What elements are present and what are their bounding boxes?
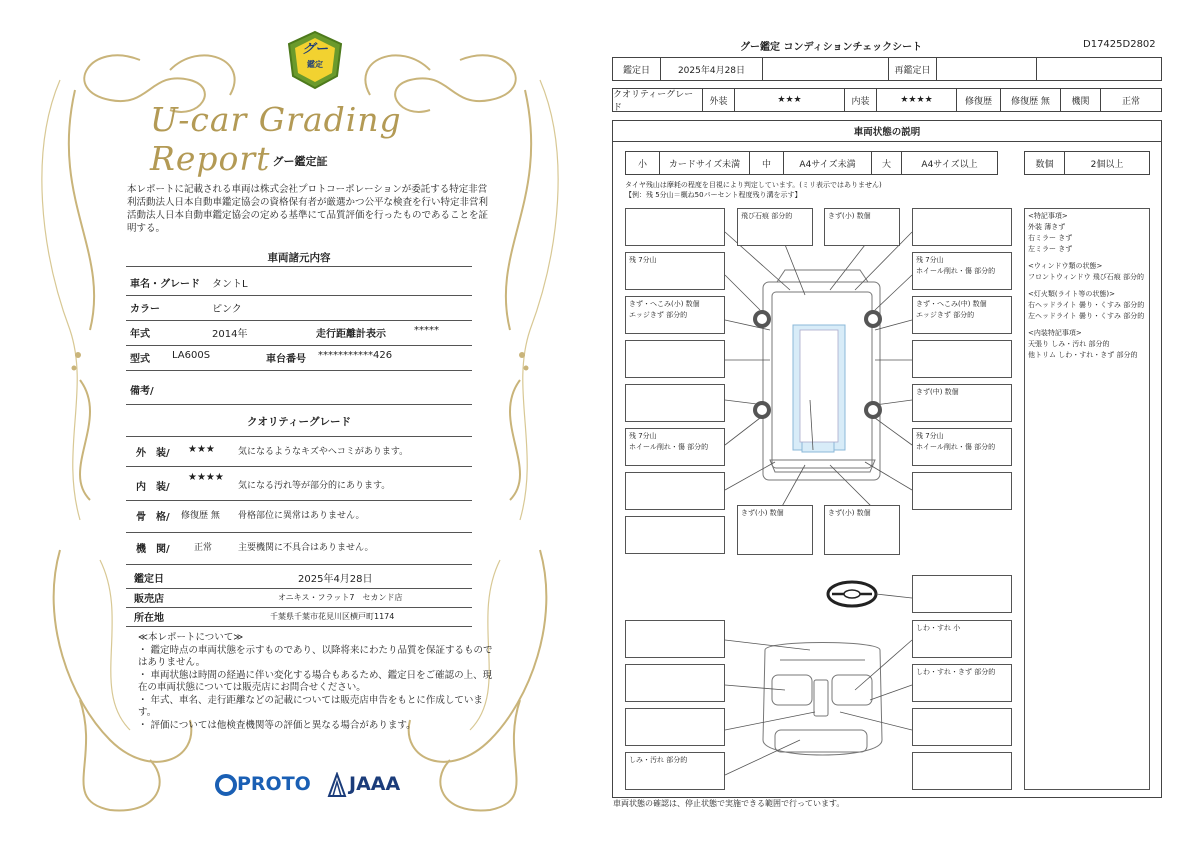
engine-value: 正常 [1121,96,1140,107]
exterior-label: 外 装/ [136,448,170,459]
note-box [912,340,1012,378]
row-year [126,325,472,346]
special-line: <灯火類(ライト等の状態)> [1028,290,1115,298]
doc-id: D17425D2802 [1083,39,1156,50]
address-label: 所在地 [134,613,164,624]
tire-front-left-icon [753,310,771,328]
note-left-tire-front [625,252,725,290]
legend-m-desc: A4サイズ未満 [784,152,872,174]
note-box [625,472,725,510]
row-interior [126,472,472,501]
proto-logo-icon [215,774,237,796]
legend-l-desc: A4サイズ以上 [921,159,978,170]
address-value: 千葉県千葉市花見川区横戸町1174 [270,612,395,621]
note-interior-1 [912,620,1012,658]
int-label: 内装 [845,89,877,111]
engine-value: 正常 [194,543,213,553]
frame-text: 骨格部位に異常はありません。 [238,511,365,521]
date-label: 鑑定日 [613,58,661,80]
note-box [912,208,1012,246]
repair-label: 修復歴 [957,89,1001,111]
legend-s-desc: カードサイズ未満 [660,152,750,174]
note-box [625,708,725,746]
special-line: <特記事項> [1028,212,1068,220]
certificate-title: グー鑑定証 [272,155,328,168]
proto-logo-text: PROTO [237,773,311,795]
special-line: 右ヘッドライト 曇り・くすみ 部分的 [1028,301,1145,309]
note-right-tire-rear [912,428,1012,466]
note-text: きず・へこみ(小) 数個 [629,300,700,308]
mileage-label: 走行距離計表示 [316,329,386,340]
special-notes [1024,208,1150,790]
date-label: 鑑定日 [134,574,164,585]
special-line: 他トリム しわ・すれ・きず 部分的 [1028,351,1138,359]
row-date [126,570,472,589]
note-text: きず(小) 数個 [828,509,871,517]
interior-text: 気になる汚れ等が部分的にあります。 [238,481,391,491]
note-box [912,752,1012,790]
dealer-value: オニキス・フラット7 セカンド店 [278,593,403,602]
special-line: <ウィンドウ類の状態> [1028,262,1103,270]
quality-title-line [126,410,472,437]
engine-text: 主要機関に不具合はありません。 [238,543,374,553]
dealer-label: 販売店 [134,594,164,605]
note-text: 飛び石痕 部分的 [741,212,793,220]
quality-title: クオリティーグレード [247,416,351,428]
note-bottom-center-right [824,505,900,555]
tire-rear-right-icon [864,401,882,419]
tire-note-1: タイヤ残山は摩耗の程度を目視により判定しています。(ミリ表示ではありません) [625,181,882,189]
row-frame [126,508,472,533]
note-bottom-center-left [737,505,813,555]
jaaa-logo-icon [327,772,347,798]
date-value: 2025年4月28日 [661,58,763,80]
exterior-text: 気になるようなキズやヘコミがあります。 [238,447,409,457]
car-name-label: 車名・グレード [130,279,200,290]
ext-label: 外装 [703,89,735,111]
steering-wheel-icon [828,582,876,606]
special-line: 天張り しみ・汚れ 部分的 [1028,340,1110,348]
note-box [912,472,1012,510]
spec-title: 車両諸元内容 [267,252,331,264]
redate-label: 再鑑定日 [889,58,937,80]
repair-value: 修復歴 無 [1001,89,1061,111]
note-text: ホイール削れ・傷 部分的 [916,443,996,451]
frame-value: 修復歴 無 [181,511,220,521]
year-label: 年式 [130,329,150,340]
note-text: 残 7分山 [916,432,944,440]
note-text: ホイール削れ・傷 部分的 [916,267,996,275]
chassis-label: 車台番号 [266,354,306,365]
logos [215,770,415,800]
about-item: ・ 年式、車名、走行距離などの記載については販売店申告をもとに作成しています。 [138,694,483,718]
condition-check-sheet [600,0,1200,848]
note-text: きず(小) 数個 [741,509,784,517]
note-text: しわ・すれ 小 [916,624,961,632]
special-line: 左ミラー きず [1028,245,1073,253]
note-right-tire-front [912,252,1012,290]
about-item: ・ 評価については他検査機関等の評価と異なる場合があります。 [138,719,416,731]
row-exterior [126,444,472,467]
row-model [126,350,472,371]
note-box [625,620,725,658]
note-box [625,340,725,378]
row-dealer [126,590,472,608]
row-remarks [126,378,472,405]
int-stars: ★★★★ [877,89,957,111]
exterior-stars: ★★★ [188,444,215,455]
tire-note-2: 【例：残 5分山＝概ね50パーセント程度残り溝を示す】 [625,191,802,199]
status-title: 車両状態の説明 [612,120,1162,142]
date-value: 2025年4月28日 [298,574,373,585]
legend-m: 中 [750,152,784,174]
remarks-label: 備考/ [130,386,154,397]
divider [126,266,472,267]
note-box [912,708,1012,746]
car-name-value: タントL [212,279,248,290]
note-text: しわ・すれ・きず 部分的 [916,668,996,676]
row-engine [126,540,472,565]
interior-stars: ★★★★ [188,472,224,483]
model-value: LA600S [172,350,211,361]
chassis-value: ***********426 [318,350,393,361]
note-box [625,516,725,554]
note-text: きず(小) 数個 [828,212,871,220]
about-item: ・ 車両状態は時間の経過に伴い変化する場合もあるため、鑑定日をご確認の上、現在の車両状態については販売店にお問合せください。 [138,669,493,693]
note-left-tire-rear [625,428,725,466]
note-text: きず(中) 数個 [916,388,959,396]
count-value: 2個以上 [1090,159,1124,170]
sheet-title: グー鑑定 コンディションチェックシート [740,42,923,53]
note-box [912,575,1012,613]
note-text: エッジきず 部分的 [629,311,688,319]
note-box [625,208,725,246]
engine-label: 機 関/ [136,544,170,555]
note-right-mid [912,384,1012,422]
row-color [126,300,472,321]
note-text: 残 7分山 [916,256,944,264]
note-interior-3 [625,752,725,790]
special-line: 右ミラー きず [1028,234,1073,242]
special-line: <内装特記事項> [1028,329,1082,337]
note-text: 残 7分山 [629,432,657,440]
note-interior-2 [912,664,1012,702]
legend-l: 大 [872,152,902,174]
note-text: きず・へこみ(中) 数個 [916,300,987,308]
sheet-footer: 車両状態の確認は、停止状態で実施できる範囲で行っています。 [613,799,845,808]
note-box [625,384,725,422]
about-report [138,632,498,732]
color-value: ピンク [212,304,242,315]
note-text: 残 7分山 [629,256,657,264]
frame-label: 骨 格/ [136,512,170,523]
note-box [625,664,725,702]
engine-label: 機関 [1061,89,1101,111]
special-line: 外装 薄きず [1028,223,1066,231]
note-top-center-right [824,208,900,246]
script-title: U-car Grading Report [150,100,402,178]
row-car-name [126,275,472,296]
note-text: エッジきず 部分的 [916,311,975,319]
tire-front-right-icon [864,310,882,328]
note-top-center-left [737,208,813,246]
about-title: ≪本レポートについて≫ [138,632,244,643]
grade-label: クオリティーグレード [613,89,703,111]
about-item: ・ 鑑定時点の車両状態を示すものであり、以降将来にわたり品質を保証するものではありません。 [138,644,493,668]
special-line: 左ヘッドライト 曇り・くすみ 部分的 [1028,312,1145,320]
note-text: しみ・汚れ 部分的 [629,756,688,764]
count-label: 数個 [1025,152,1065,174]
row-address [126,609,472,627]
model-label: 型式 [130,354,150,365]
jaaa-logo-text: JAAA [349,773,401,795]
mileage-value: ***** [414,325,439,336]
legend-s: 小 [626,152,660,174]
note-left-side [625,296,725,334]
special-line: フロントウィンドウ 飛び石痕 部分的 [1028,273,1145,281]
badge-bottom-text: 鑑定 [307,60,323,69]
color-label: カラー [130,304,160,315]
badge-top-text: グー [301,42,328,57]
note-text: ホイール削れ・傷 部分的 [629,443,709,451]
note-right-side [912,296,1012,334]
certificate-intro: 本レポートに記載される車両は株式会社プロトコーポレーションが委託する特定非営利活動法人日本自動車鑑定協会の資格保有者が厳選かつ公平な検査を行い特定非営利活動法人日本自動車鑑定協会の定める基準にて品質評価を行ったものであることを証明する。 [127,184,489,234]
year-value: 2014年 [212,329,248,340]
ext-stars: ★★★ [735,89,845,111]
interior-label: 内 装/ [136,482,170,493]
